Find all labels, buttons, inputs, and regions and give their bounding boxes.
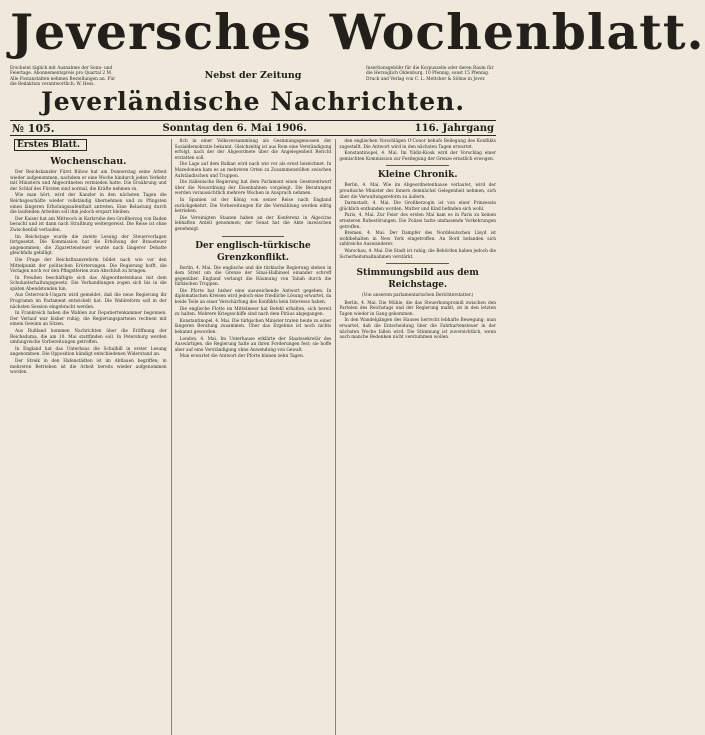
reichstag-heading: Stimmungsbild aus dem Reichstage. <box>356 268 479 291</box>
column-2-body <box>175 139 332 233</box>
column-3 <box>335 139 496 735</box>
article-paragraph: Paris, 4. Mai. Zur Feier des ersten Mai kam es in Paris zu keinen ernsteren Ruhestörungen. Die Polizei hatte umfassende Vorkehrungen getroffen. <box>339 213 497 230</box>
column-1 <box>10 139 167 735</box>
weekly-review-heading: Wochenschau. <box>50 156 127 167</box>
column-3-body <box>339 139 496 162</box>
reichstag-body <box>339 301 496 341</box>
supplement-note: Nebst der Zeitung <box>204 70 302 81</box>
article-paragraph: fich in einer Volksversammlung als Gesinnungsgenossen der Sozialdemokratie bekannt. Gleichzeitig ist aus Rom eine Verständigung erfolgt, nach der der Abgeordnete über die Angelegenheit Bericht erstatten soll. <box>174 139 332 161</box>
article-paragraph: Darmstadt, 4. Mai. Die Großherzogin ist von einer Prinzessin glücklich entbunden worden. Mutter und Kind befinden sich wohl. <box>339 201 497 212</box>
article-paragraph: Berlin, 4. Mai. Die englische und die türkische Regierung stehen in dem Streit um die Grenze der Sinai-Halbinsel einander schroff gegenüber. England verlangt die Räumung von Tabah durch die türkischen Truppen. <box>174 265 332 288</box>
conflict-body <box>175 266 332 361</box>
article-paragraph: London, 4. Mai. Im Unterhause erklärte der Staatssekretär des Auswärtigen, die Regierung halte an ihren Forderungen fest; sie hoffe aber auf eine Verständigung ohne Anwendung von Gewalt. <box>174 336 332 353</box>
article-paragraph: Der Reichskanzler Fürst Bülow hat am Donnerstag seine Arbeit wieder aufgenommen, nachdem er eine Woche hindurch jeden Verkehr mit Ministern und Abgeordneten vermieden hatte. Die Ernährung und der Schlaf des Fürsten sind normal, die Kräfte nehmen zu. <box>10 170 167 192</box>
conflict-heading: Der englisch-türkische Grenzkonflikt. <box>195 240 311 263</box>
column-2 <box>171 139 332 735</box>
article-paragraph: Bremen, 4. Mai. Der Dampfer des Norddeutschen Lloyd ist wohlbehalten in New York eingetroffen. An Bord befanden sich zahlreiche Auswanderer. <box>339 231 497 248</box>
article-paragraph: In England hat das Unterhaus die Schulbill in erster Lesung angenommen. Die Opposition kündigt entschiedenen Widerstand an. <box>10 346 167 358</box>
masthead-title: Jeversches Wochenblatt. <box>10 3 705 61</box>
article-paragraph: den englischen Vorschlägen O'Conor behufs Beilegung des Konflikts zugestellt. Die Antwort wird in den nächsten Tagen erwartet. <box>339 139 497 150</box>
dateline <box>10 120 496 136</box>
divider <box>222 236 285 237</box>
article-paragraph: Die Frage der Reichsfinanzreform bildet nach wie vor den Mittelpunkt der politischen Erörterungen. Die Regierung hofft, die Vorlagen noch vor den Pfingstferien zum Abschluß zu bringen. <box>10 257 167 275</box>
article-paragraph: Der Kaiser hat am Mittwoch in Karlsruhe den Großherzog von Baden besucht und ist dann nach Straßburg weitergereist. Die Reise ist ohne Zwischenfall verlaufen. <box>10 216 167 233</box>
article-paragraph: Die Vereinigten Staaten haben an der Konferenz in Algeciras lebhaften Anteil genommen; der Senat hat die Akte inzwischen genehmigt. <box>174 215 332 232</box>
divider <box>386 263 449 264</box>
article-paragraph: Die italienische Regierung hat dem Parlament einen Gesetzentwurf über die Neuordnung der Eisenbahnen vorgelegt. Die Beratungen werden voraussichtlich mehrere Wochen in Anspruch nehmen. <box>174 180 332 197</box>
article-paragraph: In Preußen beschäftigte sich das Abgeordnetenhaus mit dem Schulunterhaltungsgesetz. Die Verhandlungen zogen sich bis in die späten Abendstunden hin. <box>10 275 167 292</box>
article-paragraph: Aus Rußland kommen Nachrichten über die Eröffnung der Reichsduma, die am 10. Mai stattfinden soll. In Petersburg werden umfangreiche Vorbereitungen getroffen. <box>10 329 167 346</box>
article-paragraph: In den Wandelgängen des Hauses herrscht lebhafte Bewegung; man erwartet, daß die Entscheidung über die Fahrkartensteuer in der nächsten Woche fallen wird. Die Stimmung ist zuversichtlich, wenn auch manche Bedenken nicht verstummen wollen. <box>339 318 497 341</box>
issue-number: № 105. <box>12 121 55 135</box>
masthead-subline <box>10 66 496 94</box>
subscription-info: Erscheint täglich mit Ausnahme der Sonn- und Feiertage. Abonnementspreis pro Quartal 2 M. Alle Postanstalten nehmen Bestellungen an. Für die Redaktion verantwortlich: W. Hess. <box>10 66 116 88</box>
article-paragraph: Die Lage auf dem Balkan wird nach wie vor als ernst bezeichnet. In Mazedonien kam es an mehreren Orten zu Zusammenstößen zwischen Aufständischen und Truppen. <box>174 162 332 179</box>
article-paragraph: Wie man hört, wird der Kanzler in den nächsten Tagen die Reichsgeschäfte wieder vollständig übernehmen und zu Pfingsten einen längeren Erholungsaufenthalt antreten. Eine Belastung durch die laufenden Arbeiten soll ihm jedoch erspart bleiben. <box>10 193 167 216</box>
chronicle-heading: Kleine Chronik. <box>377 170 458 181</box>
article-paragraph: Konstantinopel, 4. Mai. Die türkischen Minister traten heute zu einer längeren Beratung zusammen. Über das Ergebnis ist noch nichts bekannt geworden. <box>174 318 332 336</box>
article-paragraph: Die englische Flotte im Mittelmeer hat Befehl erhalten, sich bereit zu halten. Mehrere Kriegsschiffe sind nach dem Piräus abgegangen. <box>174 306 332 318</box>
article-paragraph: Im Reichstage wurde die zweite Lesung der Steuervorlagen fortgesetzt. Die Kommission hat die Erhöhung der Brausteuer angenommen; die Zigarettensteuer wurde nach längerer Debatte gleichfalls gebilligt. <box>10 234 167 257</box>
article-paragraph: Berlin, 4. Mai. Wie im Abgeordnetenhause verlautet, wird der preußische Minister des Innern demnächst Gelegenheit nehmen, sich über die Verwaltungsreform zu äußern. <box>339 183 497 200</box>
weekly-review-body <box>10 170 167 376</box>
article-paragraph: Konstantinopel, 4. Mai. Im Yildiz-Kiosk wird der Vorschlag einer gemischten Kommission zur Festlegung der Grenze ernstlich erwogen. <box>339 151 497 162</box>
volume-year: 116. Jahrgang <box>414 122 494 134</box>
reichstag-byline: (Von unserem parlamentarischen Berichterstatter.) <box>361 293 474 299</box>
article-paragraph: Der Streik in den Hafenstädten ist im Abflauen begriffen; in mehreren Betrieben ist die Arbeit bereits wieder aufgenommen worden. <box>10 359 167 376</box>
advertising-info: Insertionsgebühr für die Korpuszeile oder deren Raum für die Herzoglich Oldenburg. 10 Pfennig, sonst 15 Pfennig. Druck und Verlag von C. L. Mettcker & Söhne in Jever. <box>366 66 494 82</box>
article-paragraph: Berlin, 4. Mai. Die Mühle, die das Steuerkompromiß zwischen den Parteien des Reichstags und der Regierung mahlt, ist in den letzten Tagen wieder in Gang gekommen. <box>339 300 497 317</box>
article-paragraph: Warschau, 4. Mai. Die Stadt ist ruhig; die Behörden haben jedoch die Sicherheitsmaßnahmen verstärkt. <box>339 248 497 260</box>
article-paragraph: Die Pforte hat bisher eine ausweichende Antwort gegeben. In diplomatischen Kreisen wird jedoch eine friedliche Lösung erwartet, da beide Teile an einer Verschärfung des Konflikts kein Interesse haben. <box>174 288 332 306</box>
divider <box>386 165 449 166</box>
article-columns <box>10 139 496 735</box>
secondary-title: Jeverländische Nachrichten. <box>40 87 466 116</box>
article-paragraph: Aus Österreich-Ungarn wird gemeldet, daß die neue Regierung ihr Programm im Parlament entwickelt hat. Die Wahlreform soll in der nächsten Session eingebracht werden. <box>10 293 167 310</box>
article-paragraph: Man erwartet die Antwort der Pforte binnen zehn Tagen. <box>179 354 305 360</box>
issue-date: Sonntag den 6. Mai 1906. <box>162 122 307 134</box>
first-sheet-banner: Erstes Blatt. <box>14 139 87 151</box>
article-paragraph: In Spanien ist der König von seiner Reise nach England zurückgekehrt. Die Vorbereitungen für die Vermählung werden eifrig betrieben. <box>174 197 332 215</box>
article-paragraph: In Frankreich haben die Wahlen zur Deputiertenkammer begonnen. Der Verlauf war bisher ruhig; die Regierungsparteien rechnen mit einem Gewinn an Sitzen. <box>10 311 167 328</box>
chronicle-body <box>339 183 496 260</box>
